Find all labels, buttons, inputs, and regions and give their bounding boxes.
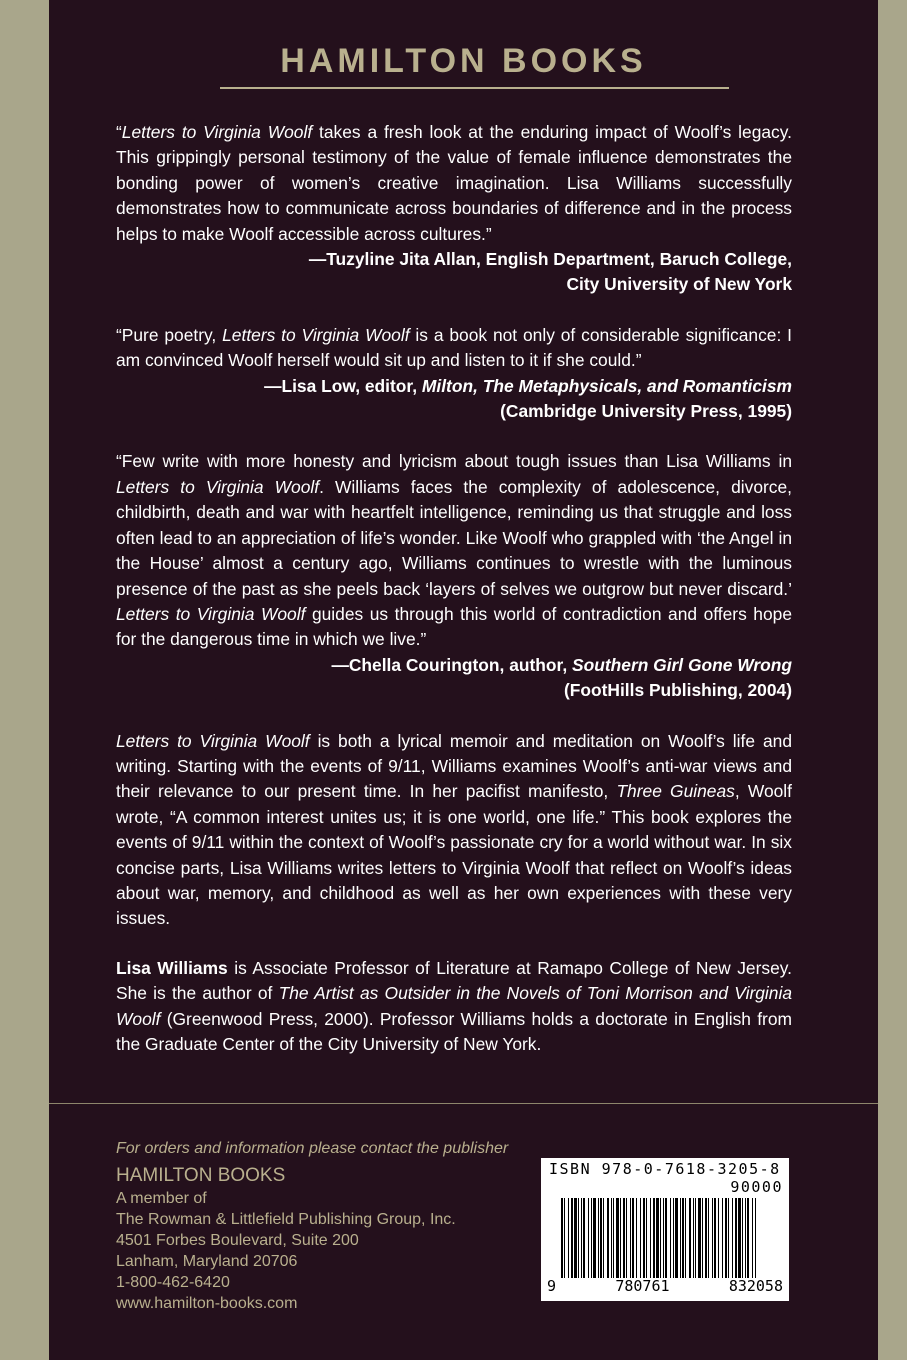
- cover-text: [116, 120, 792, 1057]
- contact-line: The Rowman & Littlefield Publishing Group, Inc.: [116, 1211, 456, 1228]
- price-code: 90000: [730, 1178, 783, 1196]
- book-description: Letters to Virginia Woolf is both a lyrical memoir and meditation on Woolf’s life and writing. Starting with the events of 9/11, Williams examines Woolf’s anti-war views and their relevance to our present time. In her pacifist manifesto, Three Guineas, Woolf wrote, “A common interest unites us; it is one world, one life.” This book explores the events of 9/11 within the context of Woolf’s passionate cry for a world without war. In six concise parts, Lisa Williams writes letters to Virginia Woolf that reflect on Woolf’s ideas about war, memory, and childhood as well as her own experiences with these very issues.: [116, 730, 792, 929]
- contact-phone: 1-800-462-6420: [116, 1274, 230, 1291]
- contact-line: Lanham, Maryland 20706: [116, 1253, 298, 1270]
- barcode-digits: 9 780761 832058: [547, 1277, 783, 1295]
- contact-line: 4501 Forbes Boulevard, Suite 200: [116, 1232, 359, 1249]
- blurb-courington: [116, 449, 792, 703]
- blurb-attribution: —Lisa Low, editor, Milton, The Metaphysicals, and Romanticism (Cambridge University Press, 1995): [264, 375, 792, 422]
- footer-rule: [49, 1103, 878, 1104]
- isbn-barcode: [541, 1158, 789, 1301]
- masthead-rule: [220, 87, 729, 89]
- blurb-allan: [116, 120, 792, 298]
- book-back-cover: [49, 0, 878, 1360]
- blurb-attribution: —Tuzyline Jita Allan, English Department, Baruch College, City University of New York: [308, 249, 792, 295]
- blurb-text: “Few write with more honesty and lyricism about tough issues than Lisa Williams in Letters to Virginia Woolf. Williams faces the complexity of adolescence, divorce, childbirth, death and war with heartfelt intelligence, reminding us that struggle and loss often lead to an appreciation of life’s wonder. Like Woolf who grappled with ‘the Angel in the House’ almost a century ago, Williams continues to wrestle with the luminous presence of the past as she peels back ‘layers of selves we outgrow but never discard.’ Letters to Virginia Woolf guides us through this world of contradiction and offers hope for the dangerous time in which we live.”: [116, 451, 792, 650]
- contact-line: A member of: [116, 1190, 207, 1207]
- publisher-name: HAMILTON BOOKS: [116, 1165, 286, 1186]
- blurb-low: [116, 323, 792, 425]
- publisher-masthead: HAMILTON BOOKS: [280, 42, 647, 80]
- blurb-text: “Letters to Virginia Woolf takes a fresh look at the enduring impact of Woolf’s legacy. This grippingly personal testimony of the value of female influence demonstrates the bonding power of women’s creative imagination. Lisa Williams successfully demonstrates how to communicate across boundaries of difference and in the process helps to make Woolf accessible across cultures.”: [116, 122, 792, 244]
- isbn-text: ISBN 978-0-7618-3205-8: [549, 1160, 781, 1178]
- blurb-text: “Pure poetry, Letters to Virginia Woolf is a book not only of considerable significance: I am convinced Woolf herself would sit up and listen to it if she could.”: [116, 324, 792, 371]
- orders-note: For orders and information please contact the publisher: [116, 1140, 509, 1157]
- barcode-bars-icon: [561, 1198, 773, 1278]
- publisher-contact: [116, 1138, 508, 1314]
- contact-website: www.hamilton-books.com: [116, 1295, 298, 1312]
- blurb-attribution: —Chella Courington, author, Southern Girl Gone Wrong (FootHills Publishing, 2004): [331, 654, 792, 701]
- author-bio: Lisa Williams is Associate Professor of Literature at Ramapo College of New Jersey. She is the author of The Artist as Outsider in the Novels of Toni Morrison and Virginia Woolf (Greenwood Press, 2000). Professor Williams holds a doctorate in English from the Graduate Center of the City University of New York.: [116, 957, 792, 1054]
